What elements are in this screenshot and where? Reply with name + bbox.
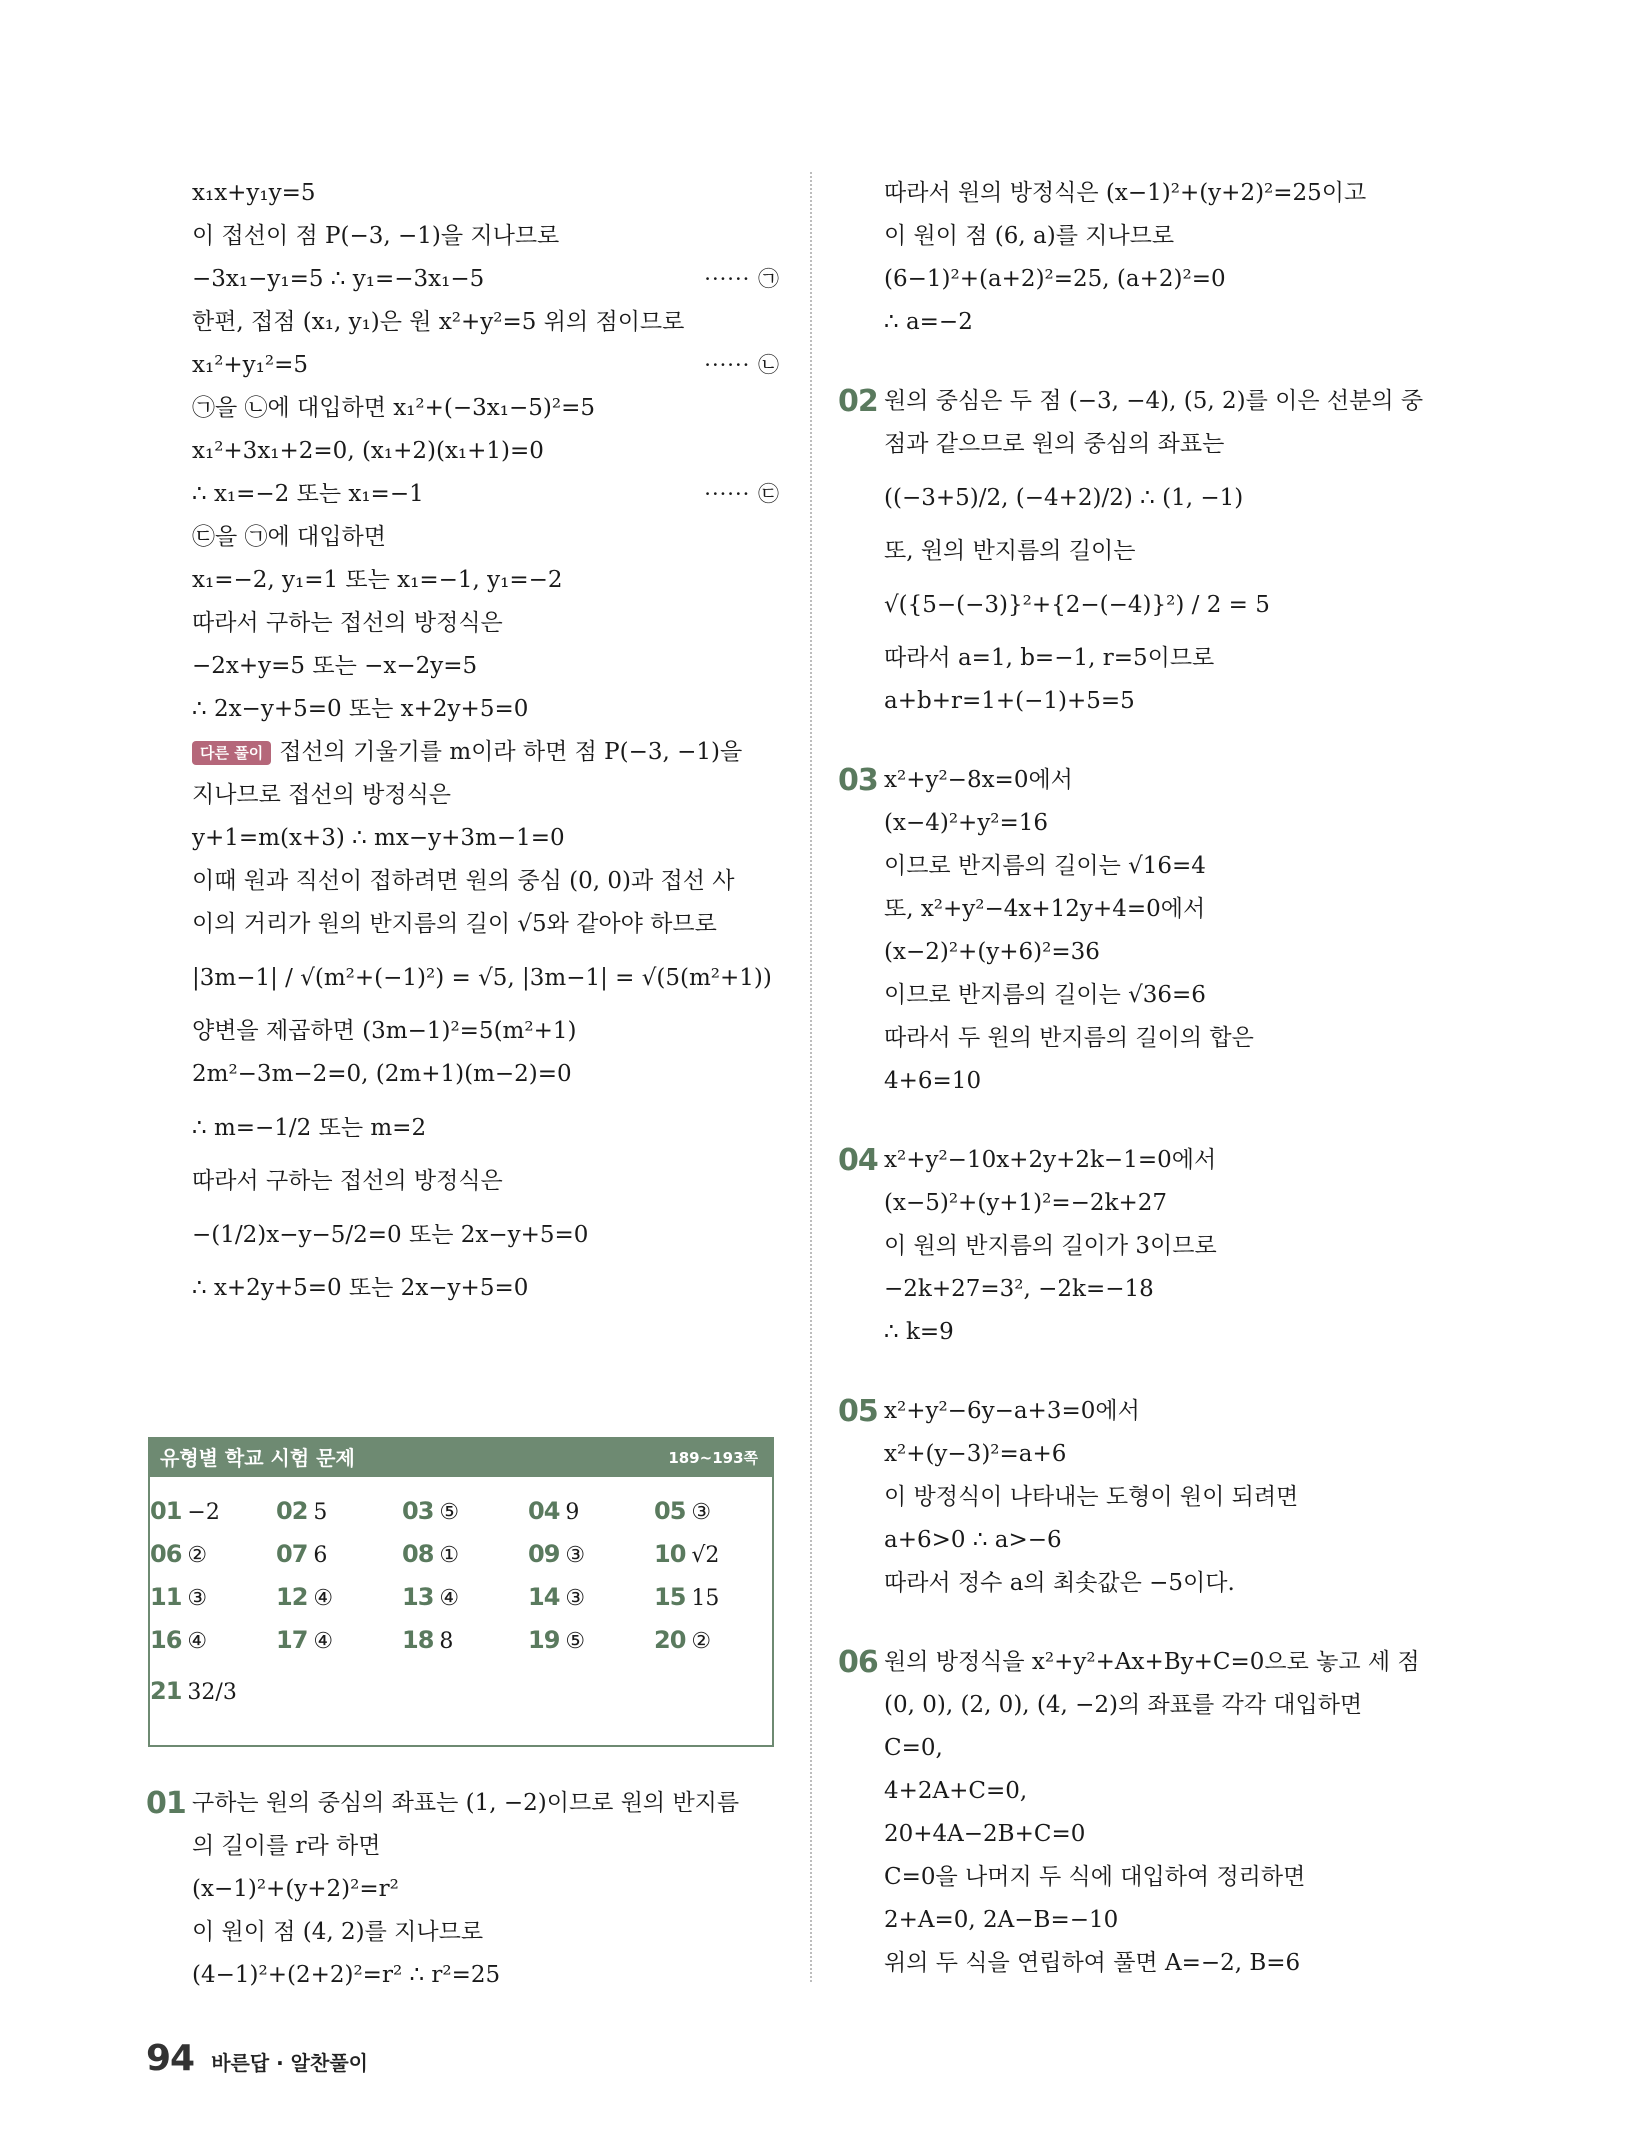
solution-line: x²+y²−6y−a+3=0에서 xyxy=(884,1398,1140,1424)
solution-line: 따라서 a=1, b=−1, r=5이므로 xyxy=(884,645,1215,671)
solution-line: ∴ x₁=−2 또는 x₁=−1 ······ ㉢ xyxy=(192,481,780,507)
solution-line: x₁²+3x₁+2=0, (x₁+2)(x₁+1)=0 xyxy=(192,438,544,464)
answer-item: 07 6 xyxy=(276,1540,328,1568)
problem-04 xyxy=(838,1139,1472,1354)
problem-01-continued xyxy=(884,172,1472,344)
answer-item: 08 ① xyxy=(402,1540,460,1568)
page-footer xyxy=(146,2038,368,2079)
solution-line: 4+2A+C=0, xyxy=(884,1778,1028,1804)
answer-item: 14 ③ xyxy=(528,1583,586,1611)
answer-item: 10 √2 xyxy=(654,1540,720,1568)
answer-item: 06 ② xyxy=(150,1540,208,1568)
solution-line: −3x₁−y₁=5 ∴ y₁=−3x₁−5 ······ ㉠ xyxy=(192,266,780,292)
solution-line: x₁=−2, y₁=1 또는 x₁=−1, y₁=−2 xyxy=(192,567,563,593)
solution-line: 이 방정식이 나타내는 도형이 원이 되려면 xyxy=(884,1484,1299,1510)
solution-line: (x−5)²+(y+1)²=−2k+27 xyxy=(884,1190,1168,1216)
problem-number: 01 xyxy=(146,1786,186,1821)
solution-line: (x−4)²+y²=16 xyxy=(884,810,1049,836)
solution-line: √({5−(−3)}²+{2−(−4)}²) / 2 = 5 xyxy=(884,592,1270,618)
right-column xyxy=(838,172,1472,1985)
solution-line: 원의 방정식을 x²+y²+Ax+By+C=0으로 놓고 세 점 xyxy=(884,1649,1420,1675)
solution-continued xyxy=(192,172,780,731)
alt-solution xyxy=(192,731,780,1310)
answer-item: 11 ③ xyxy=(150,1583,208,1611)
solution-line: ((−3+5)/2, (−4+2)/2) ∴ (1, −1) xyxy=(884,485,1244,511)
answer-item: 12 ④ xyxy=(276,1583,334,1611)
solution-line: a+b+r=1+(−1)+5=5 xyxy=(884,688,1135,714)
problem-number: 05 xyxy=(838,1394,878,1429)
solution-line: 2+A=0, 2A−B=−10 xyxy=(884,1907,1119,1933)
answer-item: 20 ② xyxy=(654,1626,712,1654)
solution-line: 의 길이를 r라 하면 xyxy=(192,1833,381,1859)
answer-item: 02 5 xyxy=(276,1497,328,1525)
solution-line: 이므로 반지름의 길이는 √16=4 xyxy=(884,853,1206,879)
solution-line: ∴ 2x−y+5=0 또는 x+2y+5=0 xyxy=(192,696,529,722)
left-column xyxy=(192,172,780,1310)
solution-line: (6−1)²+(a+2)²=25, (a+2)²=0 xyxy=(884,266,1226,292)
answer-item: 09 ③ xyxy=(528,1540,586,1568)
page-number: 94 xyxy=(146,2038,195,2079)
problem-05 xyxy=(838,1390,1472,1605)
solution-line: 이 원이 점 (6, a)를 지나므로 xyxy=(884,223,1175,249)
solution-line: C=0을 나머지 두 식에 대입하여 정리하면 xyxy=(884,1864,1306,1890)
solution-line: 20+4A−2B+C=0 xyxy=(884,1821,1086,1847)
solution-line: −2x+y=5 또는 −x−2y=5 xyxy=(192,653,478,679)
answer-item: 01 −2 xyxy=(150,1497,220,1525)
solution-line: 위의 두 식을 연립하여 풀면 A=−2, B=6 xyxy=(884,1950,1301,1976)
solution-line: 따라서 구하는 접선의 방정식은 xyxy=(192,610,503,636)
problem-number: 03 xyxy=(838,763,878,798)
alt-solution-line: 양변을 제곱하면 (3m−1)²=5(m²+1) xyxy=(192,1018,577,1044)
solution-line: ∴ a=−2 xyxy=(884,309,973,335)
solution-line: x₁²+y₁²=5 ······ ㉡ xyxy=(192,352,780,378)
alt-solution-line: −(1/2)x−y−5/2=0 또는 2x−y+5=0 xyxy=(192,1222,589,1248)
problem-06 xyxy=(838,1641,1472,1985)
solution-line: x²+y²−8x=0에서 xyxy=(884,767,1073,793)
answer-item: 16 ④ xyxy=(150,1626,208,1654)
solution-line: ∴ k=9 xyxy=(884,1319,954,1345)
solution-line: 점과 같으므로 원의 중심의 좌표는 xyxy=(884,431,1225,457)
solution-line: 구하는 원의 중심의 좌표는 (1, −2)이므로 원의 반지름 xyxy=(192,1790,740,1816)
solution-line: x₁x+y₁y=5 xyxy=(192,180,316,206)
problem-number: 04 xyxy=(838,1143,878,1178)
solution-line: ㉠을 ㉡에 대입하면 x₁²+(−3x₁−5)²=5 xyxy=(192,395,595,421)
solution-line: x²+(y−3)²=a+6 xyxy=(884,1441,1067,1467)
problem-03 xyxy=(838,759,1472,1103)
problem-02 xyxy=(838,380,1472,723)
solution-line: 또, 원의 반지름의 길이는 xyxy=(884,538,1136,564)
alt-solution-line: 따라서 구하는 접선의 방정식은 xyxy=(192,1168,503,1194)
answer-item: 04 9 xyxy=(528,1497,580,1525)
answer-item: 19 ⑤ xyxy=(528,1626,586,1654)
solution-line: 이 원이 점 (4, 2)를 지나므로 xyxy=(192,1919,484,1945)
solution-line: 한편, 접점 (x₁, y₁)은 원 x²+y²=5 위의 점이므로 xyxy=(192,309,685,335)
alt-solution-line: |3m−1| / √(m²+(−1)²) = √5, |3m−1| = √(5(m²+1)) xyxy=(192,965,772,991)
answer-item: 18 8 xyxy=(402,1626,454,1654)
answer-key-title: 유형별 학교 시험 문제 xyxy=(160,1446,355,1470)
answer-item: 15 15 xyxy=(654,1583,720,1611)
solution-line: 원의 중심은 두 점 (−3, −4), (5, 2)를 이은 선분의 중 xyxy=(884,388,1424,414)
solution-line: 또, x²+y²−4x+12y+4=0에서 xyxy=(884,896,1206,922)
answer-key-box xyxy=(148,1437,774,1747)
alt-solution-line: y+1=m(x+3) ∴ mx−y+3m−1=0 xyxy=(192,825,565,851)
solution-line: ㉢을 ㉠에 대입하면 xyxy=(192,524,386,550)
book-title: 바른답 · 알찬풀이 xyxy=(211,2051,368,2075)
column-divider xyxy=(810,172,812,1982)
alt-solution-line: 이때 원과 직선이 접하려면 원의 중심 (0, 0)과 접선 사 xyxy=(192,868,735,894)
problem-number: 06 xyxy=(838,1645,878,1680)
solution-line: 4+6=10 xyxy=(884,1068,982,1094)
solution-line: 따라서 원의 방정식은 (x−1)²+(y+2)²=25이고 xyxy=(884,180,1367,206)
solution-line: 이 원의 반지름의 길이가 3이므로 xyxy=(884,1233,1217,1259)
answer-key-page-range: 189~193쪽 xyxy=(668,1449,758,1467)
solution-line: 이 접선이 점 P(−3, −1)을 지나므로 xyxy=(192,223,560,249)
solution-line: x²+y²−10x+2y+2k−1=0에서 xyxy=(884,1147,1217,1173)
solution-line: (x−2)²+(y+6)²=36 xyxy=(884,939,1100,965)
problem-01 xyxy=(146,1782,780,1997)
problem-number: 02 xyxy=(838,384,878,419)
solution-line: 따라서 정수 a의 최솟값은 −5이다. xyxy=(884,1570,1235,1596)
alt-solution-line: 다른 풀이 접선의 기울기를 m이라 하면 점 P(−3, −1)을 xyxy=(192,731,780,774)
solution-line: 이므로 반지름의 길이는 √36=6 xyxy=(884,982,1206,1008)
solution-line: −2k+27=3², −2k=−18 xyxy=(884,1276,1154,1302)
alt-solution-line: 지나므로 접선의 방정식은 xyxy=(192,782,452,808)
answer-item: 21 32/3 xyxy=(150,1677,237,1705)
solution-line: (4−1)²+(2+2)²=r² ∴ r²=25 xyxy=(192,1962,501,1988)
alt-solution-line: ∴ m=−1/2 또는 m=2 xyxy=(192,1115,427,1141)
alt-solution-line: 2m²−3m−2=0, (2m+1)(m−2)=0 xyxy=(192,1061,572,1087)
answer-item: 17 ④ xyxy=(276,1626,334,1654)
answer-key-header xyxy=(150,1439,772,1477)
answer-item: 13 ④ xyxy=(402,1583,460,1611)
answer-item: 03 ⑤ xyxy=(402,1497,460,1525)
answer-item: 05 ③ xyxy=(654,1497,712,1525)
solution-line: a+6>0 ∴ a>−6 xyxy=(884,1527,1062,1553)
solution-line: C=0, xyxy=(884,1735,943,1761)
alt-solution-line: ∴ x+2y+5=0 또는 2x−y+5=0 xyxy=(192,1275,529,1301)
alt-solution-line: 이의 거리가 원의 반지름의 길이 √5와 같아야 하므로 xyxy=(192,911,717,937)
solution-line: 따라서 두 원의 반지름의 길이의 합은 xyxy=(884,1025,1254,1051)
solution-line: (x−1)²+(y+2)²=r² xyxy=(192,1876,399,1902)
solution-line: (0, 0), (2, 0), (4, −2)의 좌표를 각각 대입하면 xyxy=(884,1692,1363,1718)
alt-solution-badge: 다른 풀이 xyxy=(192,741,271,765)
